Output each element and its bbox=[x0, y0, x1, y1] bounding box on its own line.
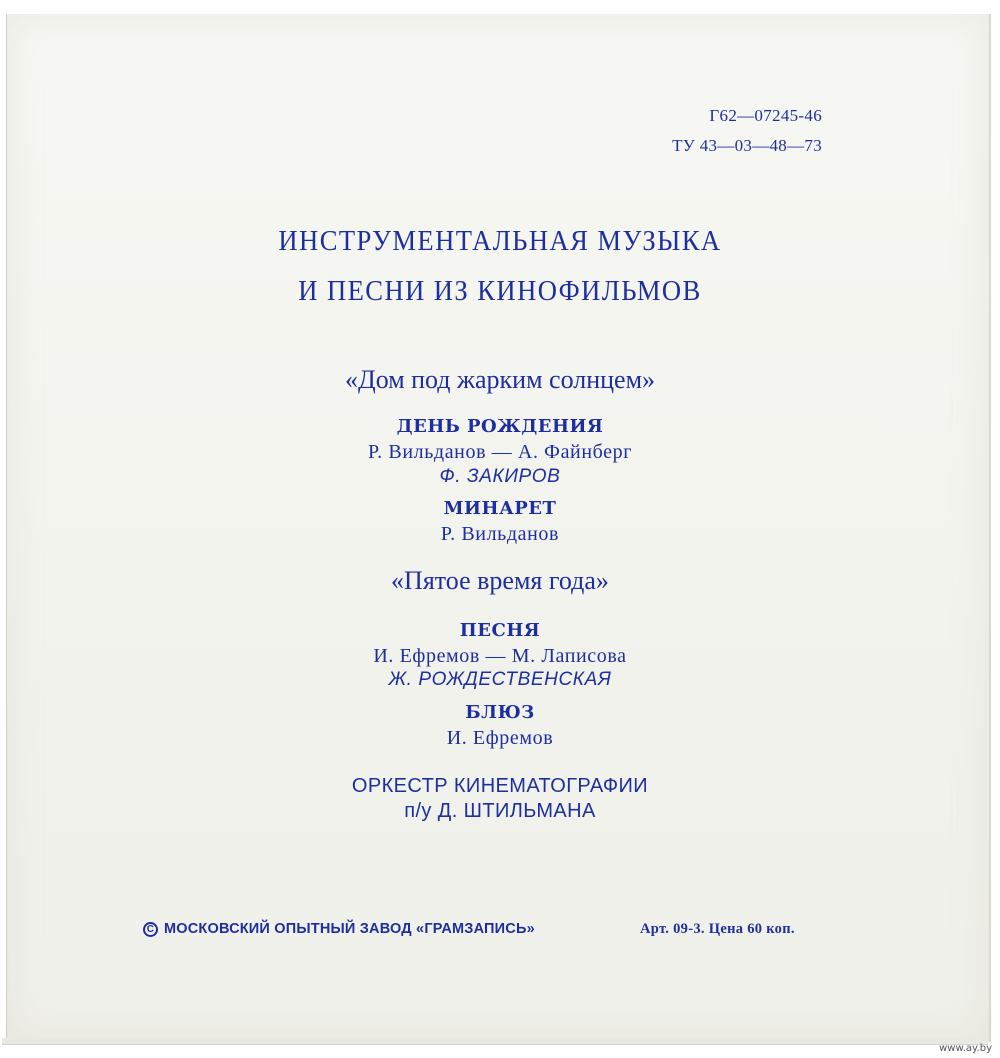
sleeve-bottom-edge bbox=[2, 1038, 988, 1045]
track-credit: Р. Вильданов bbox=[440, 523, 560, 545]
track-performer: Ж. РОЖДЕСТВЕНСКАЯ bbox=[388, 669, 612, 690]
track-credit: И. Ефремов — М. Лаписова bbox=[373, 645, 627, 667]
track-credit: И. Ефремов bbox=[446, 727, 554, 749]
track-title: БЛЮЗ bbox=[465, 702, 535, 723]
orchestra-name: ОРКЕСТР КИНЕМАТОГРАФИИ bbox=[351, 775, 649, 797]
track-performer: Ф. ЗАКИРОВ bbox=[439, 466, 561, 487]
catalog-number: Г62—07245-46 bbox=[709, 106, 822, 125]
publisher-line bbox=[143, 922, 535, 937]
orchestra-conductor: п/у Д. ШТИЛЬМАНА bbox=[404, 800, 596, 822]
price-line: Арт. 09-3. Цена 60 коп. bbox=[640, 921, 795, 937]
track-title: МИНАРЕТ bbox=[443, 498, 557, 519]
album-title-line-1: ИНСТРУМЕНТАЛЬНАЯ МУЗЫКА bbox=[278, 226, 722, 257]
film-title-1: «Дом под жарким солнцем» bbox=[344, 365, 656, 394]
site-watermark: www.ay.by bbox=[939, 1043, 992, 1054]
track-credit: Р. Вильданов — А. Файнберг bbox=[367, 441, 633, 463]
copyright-icon: C bbox=[143, 922, 158, 937]
album-title-line-2: И ПЕСНИ ИЗ КИНОФИЛЬМОВ bbox=[298, 276, 702, 307]
publisher-name: МОСКОВСКИЙ ОПЫТНЫЙ ЗАВОД «ГРАМЗАПИСЬ» bbox=[164, 921, 535, 938]
film-title-2: «Пятое время года» bbox=[391, 566, 609, 595]
track-title: ДЕНЬ РОЖДЕНИЯ bbox=[396, 416, 604, 437]
spec-number: ТУ 43—03—48—73 bbox=[672, 136, 822, 155]
track-title: ПЕСНЯ bbox=[459, 620, 541, 641]
